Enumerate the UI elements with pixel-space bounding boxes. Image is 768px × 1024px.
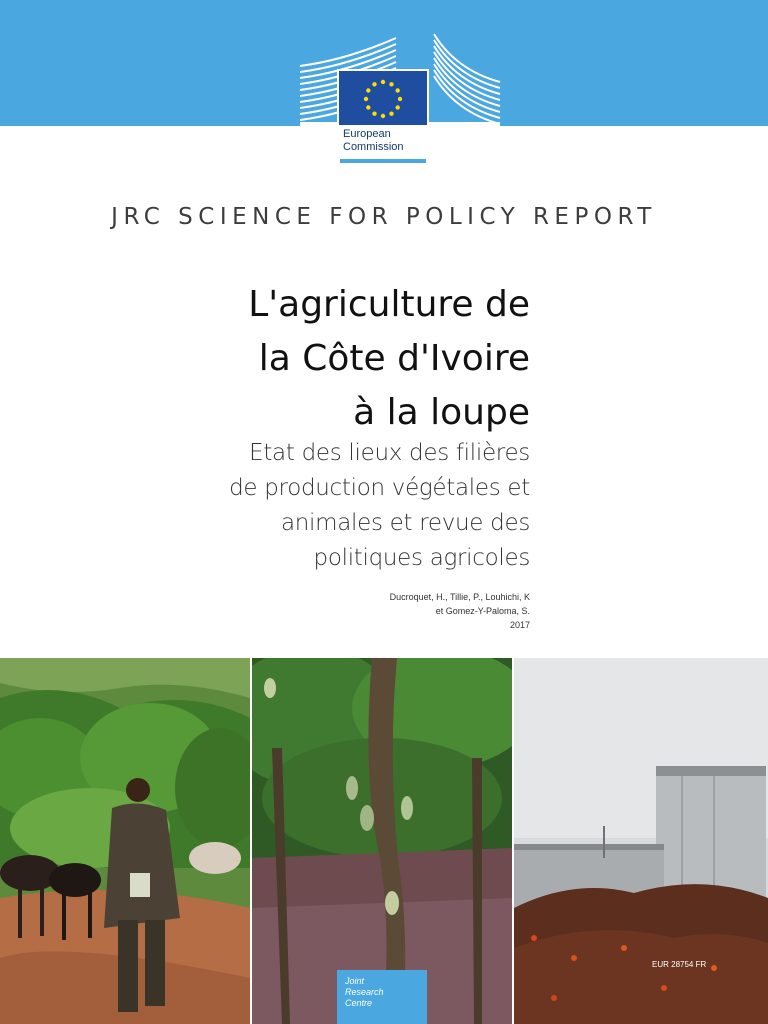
title-line: L'agriculture de: [248, 284, 530, 325]
palm-oil-storage-tanks-photo: [514, 658, 768, 1024]
org-name: [343, 128, 404, 154]
org-name-line1: European: [343, 128, 391, 140]
series-title: JRC SCIENCE FOR POLICY REPORT: [111, 204, 657, 230]
logo-underline: [340, 159, 426, 163]
title-line: à la loupe: [353, 392, 530, 433]
publication-year: 2017: [509, 620, 530, 630]
jrc-badge: [337, 970, 427, 1024]
report-title: [248, 278, 530, 440]
authors-line1: Ducroquet, H., Tillie, P., Louhichi, K: [389, 592, 530, 602]
jrc-line2: Research: [345, 987, 384, 997]
jrc-line3: Centre: [345, 998, 373, 1008]
jrc-line1: Joint: [345, 976, 365, 986]
farmer-with-cattle-photo: [0, 658, 250, 1024]
jrc-name: [345, 976, 384, 1009]
authors-line2: et Gomez-Y-Paloma, S.: [435, 606, 530, 616]
subtitle-line: animales et revue des: [280, 510, 530, 536]
subtitle-line: politiques agricoles: [313, 545, 530, 571]
title-line: la Côte d'Ivoire: [258, 338, 530, 379]
subtitle-line: Etat des lieux des filières: [249, 440, 530, 466]
report-subtitle: [229, 436, 530, 576]
subtitle-line: de production végétales et: [229, 475, 530, 501]
authors-block: [390, 590, 530, 632]
org-name-line2: Commission: [343, 141, 404, 153]
report-number: EUR 28754 FR: [652, 960, 707, 969]
